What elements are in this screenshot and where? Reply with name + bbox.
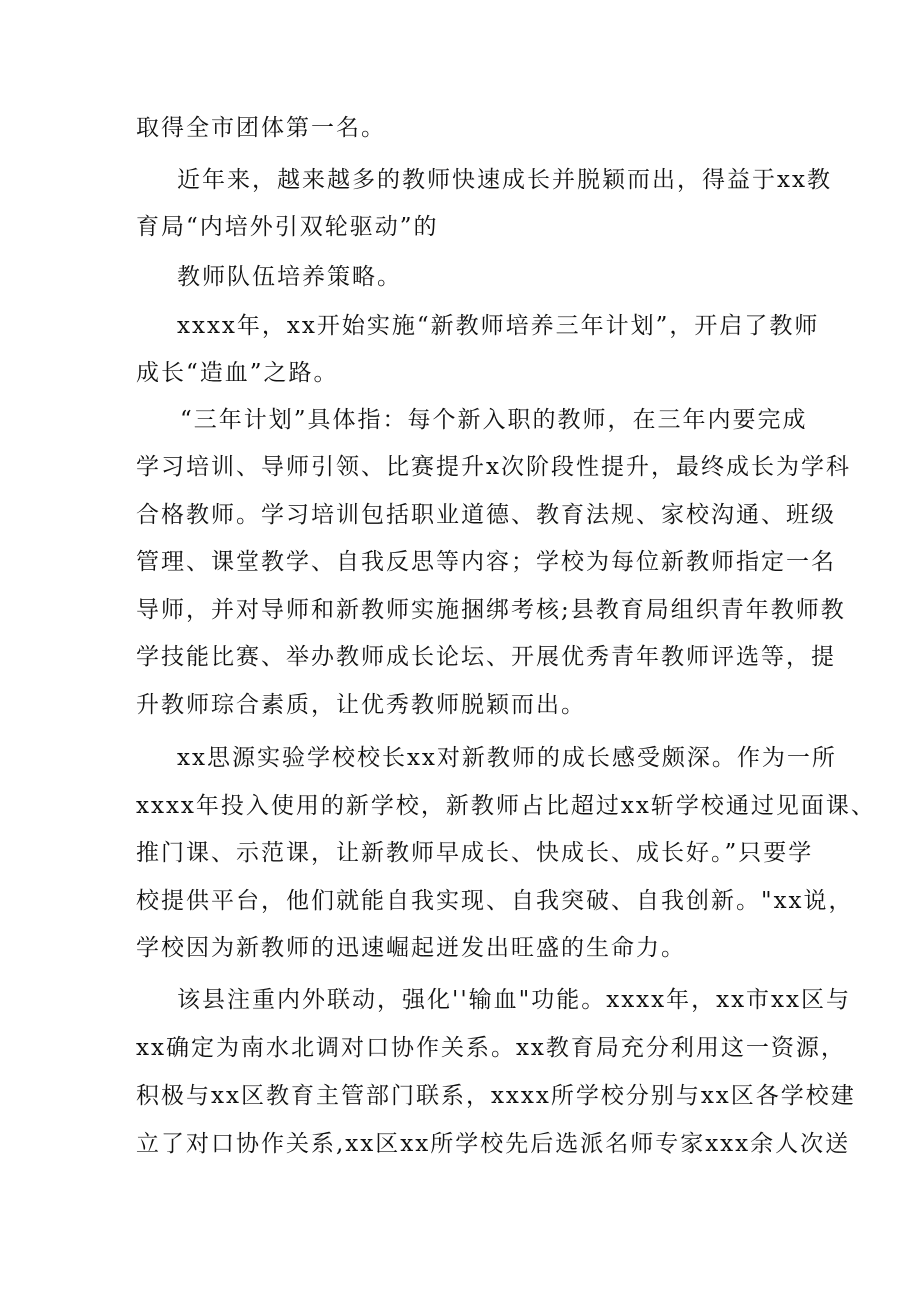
text-line: xxxx年投入使用的新学校，新教师占比超过xx斩学校通过见面课、 — [136, 793, 876, 819]
text-line: xx思源实验学校校长xx对新教师的成长感受颇深。作为一所 — [177, 745, 837, 771]
text-line: 立了对口协作关系,xx区xx所学校先后选派名师专家xxx余人次送 — [136, 1131, 851, 1157]
text-line: “三年计划”具体指：每个新入职的教师，在三年内要完成 — [180, 407, 808, 433]
text-line: 升教师琮合素质，让优秀教师脱颖而出。 — [136, 692, 586, 718]
text-line: 近年来，越来越多的教师快速成长并脱颖而出，得益于xx教 — [177, 167, 832, 193]
text-line: 取得全市团体第一名。 — [136, 115, 386, 141]
text-line: 学习培训、导师引领、比赛提升x次阶段性提升，最终成长为学科 — [136, 454, 851, 480]
text-line: 学技能比赛、举办教师成长论坛、开展优秀青年教师评选等，提 — [136, 644, 836, 670]
text-line: 导师，并对导师和新教师实施捆绑考核;县教育局组织青年教师教 — [136, 597, 846, 623]
text-line: xx确定为南水北调对口协作关系。xx教育局充分利用这一资源， — [136, 1035, 846, 1061]
text-line: 管理、课堂教学、自我反思等内容；学校为每位新教师指定一名 — [136, 549, 836, 575]
text-line: 学校因为新教师的迅速崛起迸发出旺盛的生命力。 — [136, 935, 686, 961]
text-line: 推门课、示范课，让新教师早成长、快成长、成长好。”只要学 — [136, 840, 814, 866]
text-line: 成长“造血”之路。 — [136, 360, 339, 386]
text-line: 该县注重内外联动，强化''输血"功能。xxxx年，xx市xx区与 — [177, 987, 851, 1013]
text-line: 育局“内培外引双轮驱动”的 — [136, 214, 439, 240]
text-line: 合格教师。学习培训包括职业道德、教育法规、家校沟通、班级 — [136, 502, 836, 528]
text-line: 校提供平台，他们就能自我实现、自我突破、自我创新。"xx说， — [136, 888, 854, 914]
text-line: 积极与xx区教育主管部门联系，xxxx所学校分别与xx区各学校建 — [136, 1083, 856, 1109]
text-line: 教师队伍培养策略。 — [177, 264, 402, 290]
text-line: xxxx年，xx开始实施“新教师培养三年计划”，开启了教师 — [177, 313, 820, 339]
